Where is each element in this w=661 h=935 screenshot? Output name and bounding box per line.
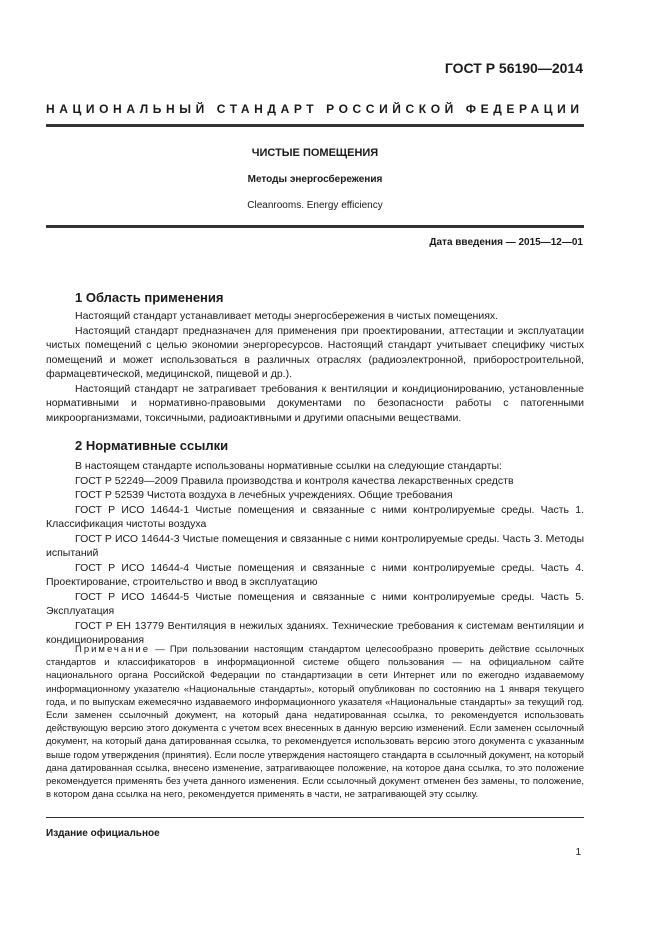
introduction-date: Дата введения — 2015—12—01 — [429, 237, 583, 248]
paragraph: В настоящем стандарте использованы нормативные ссылки на следующие стандарты: — [75, 460, 502, 472]
paragraph: Настоящий стандарт предназначен для применения при проектировании, аттестации и эксплуатации чистых помещений с целью экономии энергоресурсов. Настоящий стандарт учитывает специфику чистых помещений и может использоваться в различных отраслях (радиоэлектронной, приборостроительной, фармацевтической, медицинской, пищевой и др.). — [46, 324, 584, 380]
section-1-body — [46, 309, 584, 425]
reference-item: ГОСТ Р ИСО 14644-3 Чистые помещения и связанные с ними контролируемые среды. Часть 3. Методы испытаний — [46, 532, 584, 559]
reference-item: ГОСТ Р ИСО 14644-1 Чистые помещения и связанные с ними контролируемые среды. Часть 1. Классификация чистоты воздуха — [46, 503, 584, 530]
note-text: — При пользовании настоящим стандартом целесообразно проверить действие ссылочных стандартов и классификаторов в информационной системе общего пользования — на официальном сайте национального органа Российской Федерации по стандартизации в сети Интернет или по ежегодно издаваемому информационному указателю «Национальные стандарты», который опубликован по состоянию на 1 января текущего года, и по выпускам ежемесячно издаваемого информационного указателя «Национальные стандарты» за текущий год. Если заменен ссылочный документ, на который дана недатированная ссылка, то рекомендуется использовать действующую версию этого документа с учетом всех внесенных в данную версию изменений. Если заменен ссылочный документ, на который дана датированная ссылка, то рекомендуется использовать версию этого документа с указанным выше годом утверждения (принятия). Если после утверждения настоящего стандарта в ссылочный документ, на который дана датированная ссылка, внесено изменение, затрагивающее положение, на которое дана ссылка, то это положение рекомендуется применять без учета данного изменения. Если ссылочный документ отменен без замены, то положение, в котором дана ссылка на него, рекомендуется применять в части, не затрагивающей эту ссылку. — [46, 644, 584, 801]
paragraph: Настоящий стандарт устанавливает методы энергосбережения в чистых помещениях. — [75, 310, 499, 322]
paragraph: Настоящий стандарт не затрагивает требования к вентиляции и кондиционированию, установленные нормативными и нормативно-правовыми документами по безопасности работы с патогенными микроорганизмами, токсичными, радиоактивными и другими опасными веществами. — [46, 382, 584, 424]
note-block — [46, 643, 584, 801]
document-code: ГОСТ Р 56190—2014 — [444, 60, 583, 76]
section-2-heading: 2 Нормативные ссылки — [75, 438, 229, 453]
edition-label: Издание официальное — [46, 828, 160, 839]
document-title: ЧИСТЫЕ ПОМЕЩЕНИЯ — [251, 147, 379, 159]
english-title: Cleanrooms. Energy efficiency — [247, 200, 383, 211]
section-2-body — [46, 459, 584, 648]
national-standard-heading: НАЦИОНАЛЬНЫЙ СТАНДАРТ РОССИЙСКОЙ ФЕДЕРАЦИИ — [46, 102, 584, 116]
footer-divider — [46, 817, 584, 818]
header-divider — [46, 124, 584, 127]
document-subtitle: Методы энергосбережения — [247, 174, 383, 185]
reference-item: ГОСТ Р ИСО 14644-5 Чистые помещения и связанные с ними контролируемые среды. Часть 5. Эксплуатация — [46, 590, 584, 617]
reference-item: ГОСТ Р ИСО 14644-4 Чистые помещения и связанные с ними контролируемые среды. Часть 4. Проектирование, строительство и ввод в эксплуатацию — [46, 561, 584, 588]
section-1-heading: 1 Область применения — [75, 290, 224, 305]
reference-item: ГОСТ Р ЕН 13779 Вентиляция в нежилых зданиях. Технические требования к системам вентиляции и кондиционирования — [46, 619, 584, 646]
title-divider — [46, 225, 584, 228]
reference-item: ГОСТ Р 52539 Чистота воздуха в лечебных учреждениях. Общие требования — [75, 489, 453, 501]
reference-item: ГОСТ Р 52249—2009 Правила производства и контроля качества лекарственных средств — [75, 474, 514, 487]
note-paragraph — [46, 643, 584, 801]
page-number: 1 — [575, 847, 581, 858]
note-label: Примечание — [75, 644, 150, 655]
